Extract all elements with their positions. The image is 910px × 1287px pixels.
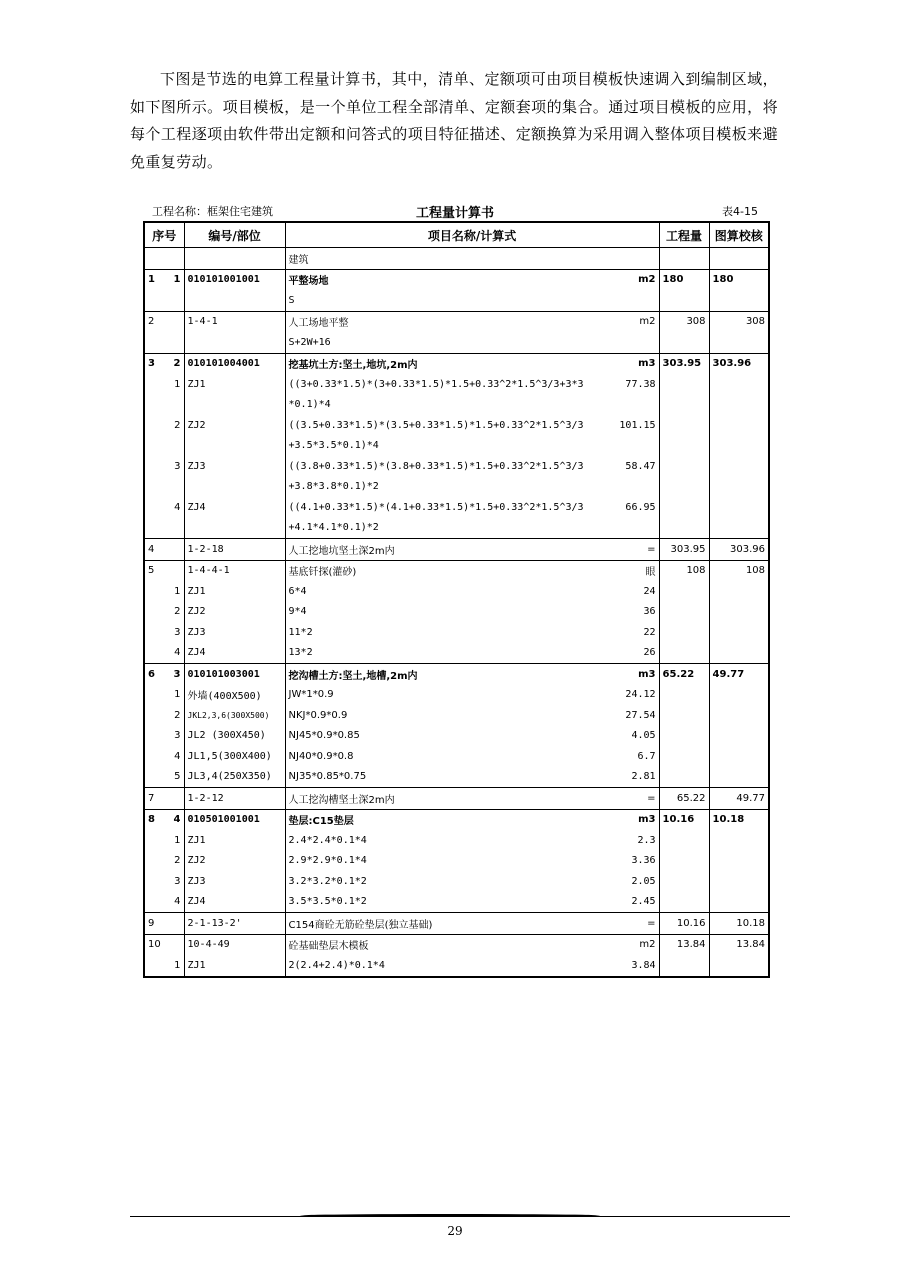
row-item-name: 砼基础垫层木模板	[285, 934, 595, 955]
row-sub-index	[167, 913, 184, 935]
row-quantity: 303.95	[659, 353, 709, 374]
row-unit-or-subtotal: 6.7	[595, 746, 659, 767]
row-item-name: 3.5*3.5*0.1*2	[288, 896, 367, 908]
row-sub-index: 1	[167, 581, 184, 602]
row-quantity: 180	[659, 269, 709, 290]
row-sub-index	[167, 477, 184, 498]
row-quantity	[659, 643, 709, 664]
row-unit-or-subtotal: =	[595, 788, 659, 810]
row-unit-or-subtotal	[595, 477, 659, 498]
row-check-quantity: 10.18	[709, 809, 769, 830]
row-check-quantity	[709, 871, 769, 892]
row-item-name: 13*2	[288, 647, 313, 659]
row-code: ZJ2	[184, 602, 285, 623]
row-unit-or-subtotal	[595, 436, 659, 457]
row-check-quantity	[709, 374, 769, 395]
table-row	[144, 436, 769, 457]
row-item-name: ((4.1+0.33*1.5)*(4.1+0.33*1.5)*1.5+0.33^2*1.5^3/3	[288, 501, 584, 513]
row-item-name: NJ40*0.9*0.8	[288, 750, 354, 762]
table-row	[144, 311, 769, 332]
row-item-name: 挖沟槽土方:坚土,地槽,2m内	[285, 664, 595, 685]
row-seq	[144, 248, 167, 270]
table-row	[144, 726, 769, 747]
row-quantity	[659, 871, 709, 892]
row-quantity	[659, 497, 709, 518]
row-check-quantity	[709, 746, 769, 767]
table-row	[144, 248, 769, 270]
row-check-quantity	[709, 518, 769, 539]
row-check-quantity	[709, 248, 769, 270]
row-unit-or-subtotal	[595, 290, 659, 311]
row-code	[184, 477, 285, 498]
row-check-quantity: 49.77	[709, 664, 769, 685]
row-seq	[144, 767, 167, 788]
row-code: ZJ4	[184, 643, 285, 664]
row-check-quantity	[709, 415, 769, 436]
row-quantity	[659, 395, 709, 416]
row-item-name: 2.4*2.4*0.1*4	[288, 834, 367, 846]
table-row	[144, 332, 769, 353]
row-unit-or-subtotal	[595, 332, 659, 353]
row-quantity	[659, 248, 709, 270]
row-seq	[144, 581, 167, 602]
row-item-name: 人工挖地坑坚土深2m内	[285, 539, 595, 561]
row-code	[184, 436, 285, 457]
table-header-row	[144, 222, 769, 248]
row-code: 1-2-12	[184, 788, 285, 810]
row-check-quantity: 108	[709, 560, 769, 581]
row-check-quantity	[709, 705, 769, 726]
table-row	[144, 539, 769, 561]
row-code: ZJ3	[184, 456, 285, 477]
row-check-quantity	[709, 602, 769, 623]
row-check-quantity	[709, 477, 769, 498]
row-seq	[144, 643, 167, 664]
row-check-quantity	[709, 581, 769, 602]
row-sub-index: 3	[167, 664, 184, 685]
row-sub-index: 5	[167, 767, 184, 788]
row-seq	[144, 685, 167, 706]
row-seq	[144, 622, 167, 643]
row-item-name: 6*4	[288, 585, 307, 597]
row-sub-index: 2	[167, 353, 184, 374]
row-quantity: 10.16	[659, 913, 709, 935]
row-seq	[144, 851, 167, 872]
row-item-name: NJ45*0.9*0.85	[288, 730, 360, 742]
row-code: 010501001001	[184, 809, 285, 830]
table-body	[144, 248, 769, 977]
table-row	[144, 746, 769, 767]
row-item-name: +3.8*3.8*0.1)*2	[288, 481, 379, 493]
row-item-name: 人工场地平整	[285, 311, 595, 332]
row-sub-index	[167, 518, 184, 539]
row-item-name: *0.1)*4	[288, 399, 331, 411]
row-sub-index	[167, 436, 184, 457]
row-quantity	[659, 955, 709, 977]
row-code: ZJ2	[184, 851, 285, 872]
row-item-name: C154商砼无筋砼垫层(独立基础)	[285, 913, 595, 935]
row-unit-or-subtotal: 26	[595, 643, 659, 664]
row-item-name: 9*4	[288, 606, 307, 618]
row-code: 外墙(400X500)	[184, 685, 285, 706]
row-sub-index	[167, 788, 184, 810]
row-code: ZJ1	[184, 955, 285, 977]
row-code	[184, 290, 285, 311]
table-row	[144, 415, 769, 436]
row-quantity: 13.84	[659, 934, 709, 955]
row-unit-or-subtotal: 3.36	[595, 851, 659, 872]
table-row	[144, 955, 769, 977]
row-check-quantity: 308	[709, 311, 769, 332]
table-row	[144, 913, 769, 935]
col-header-check: 图算校核	[709, 222, 769, 248]
row-unit-or-subtotal: =	[595, 539, 659, 561]
row-seq	[144, 395, 167, 416]
project-name-label: 工程名称：框架住宅建筑	[152, 205, 273, 218]
col-header-code: 编号/部位	[184, 222, 285, 248]
row-seq	[144, 726, 167, 747]
row-check-quantity	[709, 436, 769, 457]
document-title: 工程量计算书	[415, 206, 494, 221]
table-number: 表4-15	[722, 205, 758, 218]
table-row	[144, 497, 769, 518]
row-quantity: 10.16	[659, 809, 709, 830]
row-seq	[144, 374, 167, 395]
row-item-name: 挖基坑土方:坚土,地坑,2m内	[285, 353, 595, 374]
row-check-quantity	[709, 830, 769, 851]
row-item-name: ((3.5+0.33*1.5)*(3.5+0.33*1.5)*1.5+0.33^2*1.5^3/3	[288, 419, 584, 431]
row-sub-index: 4	[167, 643, 184, 664]
row-sub-index: 4	[167, 746, 184, 767]
row-unit-or-subtotal: 77.38	[595, 374, 659, 395]
row-seq	[144, 497, 167, 518]
row-check-quantity: 13.84	[709, 934, 769, 955]
row-seq: 6	[144, 664, 167, 685]
table-row	[144, 830, 769, 851]
row-quantity	[659, 581, 709, 602]
row-sub-index: 2	[167, 415, 184, 436]
row-sub-index	[167, 395, 184, 416]
table-row	[144, 767, 769, 788]
row-item-name: 人工挖沟槽坚土深2m内	[285, 788, 595, 810]
table-row	[144, 456, 769, 477]
table-row	[144, 269, 769, 290]
row-unit-or-subtotal	[595, 518, 659, 539]
table-row	[144, 934, 769, 955]
row-quantity: 303.95	[659, 539, 709, 561]
table-row	[144, 581, 769, 602]
row-code: 010101004001	[184, 353, 285, 374]
row-quantity	[659, 332, 709, 353]
row-check-quantity	[709, 955, 769, 977]
row-code: ZJ1	[184, 581, 285, 602]
row-unit-or-subtotal: 66.95	[595, 497, 659, 518]
row-sub-index: 3	[167, 726, 184, 747]
row-item-name: ((3+0.33*1.5)*(3+0.33*1.5)*1.5+0.33^2*1.5^3/3+3*3	[288, 378, 584, 390]
quantity-calculation-table	[143, 221, 770, 978]
row-unit-or-subtotal: 3.84	[595, 955, 659, 977]
col-header-qty: 工程量	[659, 222, 709, 248]
row-unit-or-subtotal: 2.81	[595, 767, 659, 788]
row-sub-index: 1	[167, 269, 184, 290]
row-check-quantity	[709, 685, 769, 706]
row-unit-or-subtotal: m2	[595, 311, 659, 332]
row-seq: 2	[144, 311, 167, 332]
row-seq	[144, 332, 167, 353]
row-check-quantity	[709, 497, 769, 518]
row-sub-index: 2	[167, 602, 184, 623]
row-unit-or-subtotal: 24	[595, 581, 659, 602]
row-sub-index: 1	[167, 955, 184, 977]
row-unit-or-subtotal: 22	[595, 622, 659, 643]
row-sub-index: 2	[167, 705, 184, 726]
row-item-name: 平整场地	[285, 269, 595, 290]
row-check-quantity: 10.18	[709, 913, 769, 935]
row-code: ZJ3	[184, 871, 285, 892]
row-quantity	[659, 602, 709, 623]
row-code	[184, 248, 285, 270]
row-item-name: S	[288, 294, 295, 306]
row-sub-index: 3	[167, 622, 184, 643]
row-code: 1-2-18	[184, 539, 285, 561]
row-code: 010101003001	[184, 664, 285, 685]
row-unit-or-subtotal: 101.15	[595, 415, 659, 436]
row-code: JL2 (300X450)	[184, 726, 285, 747]
row-quantity: 65.22	[659, 788, 709, 810]
row-unit-or-subtotal: 2.3	[595, 830, 659, 851]
table-row	[144, 560, 769, 581]
row-check-quantity	[709, 851, 769, 872]
row-sub-index	[167, 248, 184, 270]
row-sub-index: 2	[167, 851, 184, 872]
row-code: JL1,5(300X400)	[184, 746, 285, 767]
row-code: ZJ4	[184, 892, 285, 913]
row-item-name: 2(2.4+2.4)*0.1*4	[288, 959, 385, 971]
row-unit-or-subtotal: m2	[595, 934, 659, 955]
row-quantity: 108	[659, 560, 709, 581]
row-item-name: NJ35*0.85*0.75	[288, 771, 367, 783]
row-unit-or-subtotal: 眼	[595, 560, 659, 581]
row-seq: 7	[144, 788, 167, 810]
row-sub-index: 4	[167, 809, 184, 830]
row-check-quantity	[709, 622, 769, 643]
table-row	[144, 851, 769, 872]
row-quantity	[659, 746, 709, 767]
row-quantity	[659, 830, 709, 851]
row-quantity	[659, 767, 709, 788]
row-item-name: 3.2*3.2*0.1*2	[288, 875, 367, 887]
table-row	[144, 643, 769, 664]
row-item-name: 垫层:C15垫层	[285, 809, 595, 830]
row-check-quantity: 180	[709, 269, 769, 290]
row-seq: 1	[144, 269, 167, 290]
row-code: 2-1-13-2'	[184, 913, 285, 935]
row-sub-index: 3	[167, 871, 184, 892]
table-row	[144, 353, 769, 374]
row-item-name: ((3.8+0.33*1.5)*(3.8+0.33*1.5)*1.5+0.33^2*1.5^3/3	[288, 460, 584, 472]
row-seq	[144, 477, 167, 498]
row-seq: 10	[144, 934, 167, 955]
table-row	[144, 477, 769, 498]
row-sub-index: 3	[167, 456, 184, 477]
row-seq	[144, 955, 167, 977]
row-sub-index: 4	[167, 892, 184, 913]
row-item-name: NKJ*0.9*0.9	[288, 709, 348, 721]
row-unit-or-subtotal: m3	[595, 664, 659, 685]
row-code: ZJ2	[184, 415, 285, 436]
row-item-name: 2.9*2.9*0.1*4	[288, 855, 367, 867]
row-item-name: JW*1*0.9	[288, 689, 334, 701]
row-sub-index: 1	[167, 830, 184, 851]
row-quantity	[659, 705, 709, 726]
row-quantity	[659, 622, 709, 643]
table-row	[144, 395, 769, 416]
row-quantity	[659, 477, 709, 498]
row-item-name: 基底钎探(灌砂)	[285, 560, 595, 581]
table-row	[144, 374, 769, 395]
row-unit-or-subtotal: 2.45	[595, 892, 659, 913]
table-row	[144, 622, 769, 643]
footer-rule	[130, 1216, 790, 1217]
row-check-quantity	[709, 332, 769, 353]
row-sub-index: 1	[167, 374, 184, 395]
table-row	[144, 892, 769, 913]
table-row	[144, 602, 769, 623]
row-check-quantity	[709, 892, 769, 913]
row-seq: 3	[144, 353, 167, 374]
row-sub-index	[167, 311, 184, 332]
row-unit-or-subtotal: 24.12	[595, 685, 659, 706]
row-unit-or-subtotal: m2	[595, 269, 659, 290]
row-quantity	[659, 415, 709, 436]
table-row	[144, 290, 769, 311]
row-seq	[144, 892, 167, 913]
row-unit-or-subtotal: 36	[595, 602, 659, 623]
row-check-quantity: 303.96	[709, 539, 769, 561]
row-check-quantity	[709, 395, 769, 416]
row-code: 1-4-1	[184, 311, 285, 332]
row-item-name: +4.1*4.1*0.1)*2	[288, 522, 379, 534]
table-row	[144, 705, 769, 726]
row-item-name: +3.5*3.5*0.1)*4	[288, 440, 379, 452]
row-quantity	[659, 436, 709, 457]
row-quantity: 65.22	[659, 664, 709, 685]
intro-paragraph: 下图是节选的电算工程量计算书，其中，清单、定额项可由项目模板快速调入到编制区域，如下图所示。项目模板，是一个单位工程全部清单、定额套项的集合。通过项目模板的应用，将每个工程逐项由软件带出定额和问答式的项目特征描述、定额换算为采用调入整体项目模板来避免重复劳动。	[130, 70, 778, 171]
row-code: JL3,4(250X350)	[184, 767, 285, 788]
row-code: JKL2,3,6(300X500)	[184, 705, 285, 726]
table-row	[144, 809, 769, 830]
col-header-seq: 序号	[144, 222, 184, 248]
table-row	[144, 871, 769, 892]
row-seq	[144, 705, 167, 726]
row-check-quantity	[709, 643, 769, 664]
row-code	[184, 518, 285, 539]
row-unit-or-subtotal: 27.54	[595, 705, 659, 726]
row-quantity	[659, 726, 709, 747]
row-code: 010101001001	[184, 269, 285, 290]
row-seq	[144, 518, 167, 539]
row-quantity	[659, 851, 709, 872]
row-sub-index	[167, 539, 184, 561]
row-item-name: 11*2	[288, 626, 313, 638]
col-header-name: 项目名称/计算式	[285, 222, 659, 248]
row-check-quantity: 49.77	[709, 788, 769, 810]
row-seq	[144, 436, 167, 457]
table-row	[144, 664, 769, 685]
row-sub-index	[167, 332, 184, 353]
row-unit-or-subtotal: 4.05	[595, 726, 659, 747]
row-quantity	[659, 456, 709, 477]
row-code	[184, 395, 285, 416]
row-quantity	[659, 290, 709, 311]
row-code	[184, 332, 285, 353]
row-check-quantity	[709, 456, 769, 477]
row-check-quantity	[709, 290, 769, 311]
row-seq: 4	[144, 539, 167, 561]
row-sub-index: 1	[167, 685, 184, 706]
row-seq	[144, 415, 167, 436]
row-unit-or-subtotal: =	[595, 913, 659, 935]
row-unit-or-subtotal: 58.47	[595, 456, 659, 477]
row-unit-or-subtotal	[595, 248, 659, 270]
row-seq: 8	[144, 809, 167, 830]
row-quantity	[659, 892, 709, 913]
row-code: 1-4-4-1	[184, 560, 285, 581]
row-check-quantity	[709, 726, 769, 747]
row-unit-or-subtotal	[595, 395, 659, 416]
row-seq	[144, 602, 167, 623]
row-seq	[144, 290, 167, 311]
row-item-name: S+2W+16	[288, 336, 331, 348]
row-check-quantity	[709, 767, 769, 788]
row-sub-index	[167, 560, 184, 581]
row-quantity	[659, 518, 709, 539]
row-code: ZJ1	[184, 374, 285, 395]
row-seq	[144, 830, 167, 851]
row-quantity: 308	[659, 311, 709, 332]
row-code: ZJ3	[184, 622, 285, 643]
row-unit-or-subtotal: m3	[595, 353, 659, 374]
table-row	[144, 518, 769, 539]
row-seq	[144, 871, 167, 892]
row-check-quantity: 303.96	[709, 353, 769, 374]
row-seq: 9	[144, 913, 167, 935]
row-unit-or-subtotal: m3	[595, 809, 659, 830]
table-row	[144, 788, 769, 810]
row-item-name: 建筑	[285, 248, 595, 270]
row-seq	[144, 456, 167, 477]
row-code: ZJ1	[184, 830, 285, 851]
row-unit-or-subtotal: 2.05	[595, 871, 659, 892]
row-sub-index: 4	[167, 497, 184, 518]
row-code: 10-4-49	[184, 934, 285, 955]
row-code: ZJ4	[184, 497, 285, 518]
row-sub-index	[167, 934, 184, 955]
row-quantity	[659, 374, 709, 395]
row-seq	[144, 746, 167, 767]
row-seq: 5	[144, 560, 167, 581]
row-quantity	[659, 685, 709, 706]
table-row	[144, 685, 769, 706]
page-number: 29	[447, 1224, 463, 1238]
row-sub-index	[167, 290, 184, 311]
